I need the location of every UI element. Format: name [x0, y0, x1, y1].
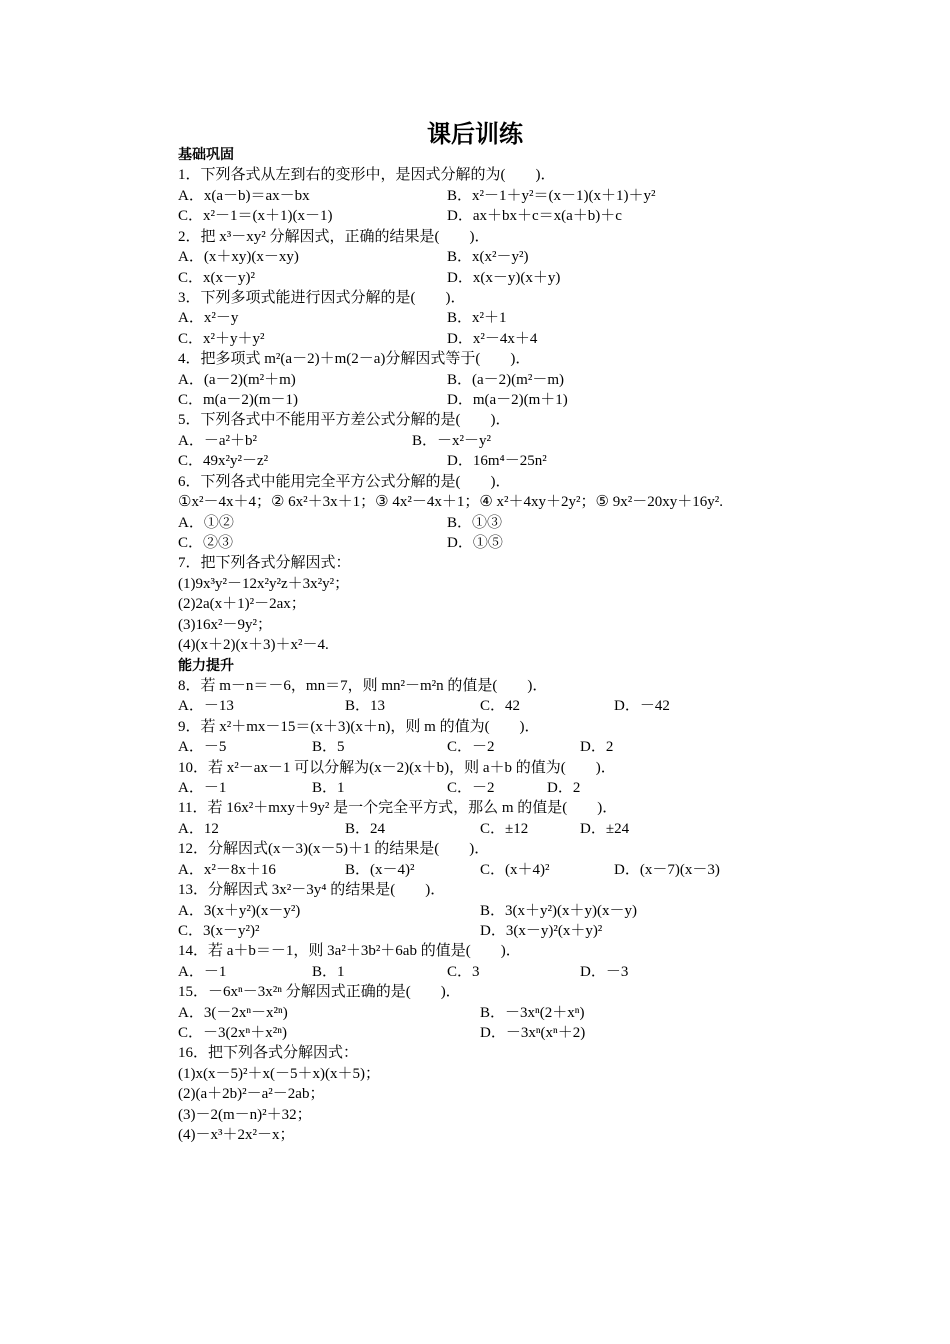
answer-option: A．(a－2)(m²＋m) — [178, 371, 296, 388]
answer-option: B．x(x²－y²) — [447, 249, 529, 266]
answer-option: C．－2 — [447, 780, 495, 797]
answer-option: B．24 — [345, 820, 386, 837]
question-text: (3)16x²－9y²； — [178, 616, 272, 633]
answer-option: D．①⑤ — [447, 534, 503, 551]
question-text: 15．－6xⁿ－3x²ⁿ 分解因式正确的是( )． — [178, 984, 461, 1001]
answer-option: D．3(x－y)²(x＋y)² — [480, 922, 603, 939]
question-text: 13．分解因式 3x²－3y⁴ 的结果是( )． — [178, 882, 446, 899]
answer-option: A．①② — [178, 514, 234, 531]
answer-option: C．3 — [447, 963, 480, 980]
question-text: (2)(a＋2b)²－a²－2ab； — [178, 1086, 325, 1103]
answer-option: A．－13 — [178, 698, 234, 715]
answer-option: D．－3 — [580, 963, 629, 980]
answer-option: A．－a²＋b² — [178, 432, 257, 449]
answer-option: C．±12 — [480, 820, 529, 837]
section-heading: 基础巩固 — [178, 147, 234, 163]
answer-option: B．－x²－y² — [412, 432, 491, 449]
question-text: (4)－x³＋2x²－x； — [178, 1127, 295, 1144]
question-text: 8．若 m－n＝－6，mn＝7，则 mn²－m²n 的值是( )． — [178, 677, 548, 694]
answer-option: C．49x²y²－z² — [178, 453, 269, 470]
answer-option: A．3(x＋y²)(x－y²) — [178, 902, 301, 919]
answer-option: D．16m⁴－25n² — [447, 453, 547, 470]
answer-option: B．x²－1＋y²＝(x－1)(x＋1)＋y² — [447, 187, 656, 204]
question-text: (2)2a(x＋1)²－2ax； — [178, 596, 306, 613]
answer-option: D．x²－4x＋4 — [447, 330, 538, 347]
page-title: 课后训练 — [427, 120, 523, 148]
answer-option: C．x²－1＝(x＋1)(x－1) — [178, 208, 333, 225]
answer-option: B．－3xⁿ(2＋xⁿ) — [480, 1004, 585, 1021]
question-text: (1)x(x－5)²＋x(－5＋x)(x＋5)； — [178, 1065, 380, 1082]
answer-option: D．2 — [580, 739, 614, 756]
answer-option: A．－1 — [178, 780, 227, 797]
answer-option: C．3(x－y²)² — [178, 922, 260, 939]
answer-option: D．2 — [547, 780, 581, 797]
question-text: 3．下列多项式能进行因式分解的是( )． — [178, 289, 466, 306]
answer-option: D．ax＋bx＋c＝x(a＋b)＋c — [447, 208, 622, 225]
answer-option: A．12 — [178, 820, 219, 837]
answer-option: B．1 — [312, 963, 345, 980]
answer-option: A．x²－y — [178, 310, 239, 327]
answer-option: B．5 — [312, 739, 345, 756]
answer-option: D．x(x－y)(x＋y) — [447, 269, 561, 286]
question-text: 16．把下列各式分解因式： — [178, 1045, 359, 1062]
question-text: 5．下列各式中不能用平方差公式分解的是( )． — [178, 412, 511, 429]
answer-option: D．－3xⁿ(xⁿ＋2) — [480, 1025, 586, 1042]
question-text: 1．下列各式从左到右的变形中，是因式分解的为( )． — [178, 167, 556, 184]
answer-option: D．m(a－2)(m＋1) — [447, 392, 568, 409]
answer-option: D．(x－7)(x－3) — [614, 861, 720, 878]
question-text: 14．若 a＋b＝－1，则 3a²＋3b²＋6ab 的值是( )． — [178, 943, 521, 960]
answer-option: A．(x＋xy)(x－xy) — [178, 249, 299, 266]
question-text: 7．把下列各式分解因式： — [178, 555, 351, 572]
answer-option: A．3(－2xⁿ－x²ⁿ) — [178, 1004, 288, 1021]
answer-option: C．42 — [480, 698, 521, 715]
answer-option: C．x²＋y＋y² — [178, 330, 265, 347]
answer-option: B．3(x＋y²)(x＋y)(x－y) — [480, 902, 637, 919]
answer-option: B．1 — [312, 780, 345, 797]
question-text: ①x²－4x＋4；② 6x²＋3x＋1；③ 4x²－4x＋1；④ x²＋4xy＋2y²；⑤ 9x²－20xy＋16y². — [178, 494, 723, 511]
answer-option: C．②③ — [178, 534, 234, 551]
question-text: (3)－2(m－n)²＋32； — [178, 1106, 312, 1123]
question-text: 9．若 x²＋mx－15＝(x＋3)(x＋n)，则 m 的值为( )． — [178, 718, 540, 735]
answer-option: A．x(a－b)＝ax－bx — [178, 187, 310, 204]
answer-option: C．x(x－y)² — [178, 269, 255, 286]
answer-option: D．－42 — [614, 698, 670, 715]
question-text: 6．下列各式中能用完全平方公式分解的是( )． — [178, 473, 511, 490]
question-text: 12．分解因式(x－3)(x－5)＋1 的结果是( )． — [178, 841, 490, 858]
answer-option: B．(a－2)(m²－m) — [447, 371, 564, 388]
question-text: (1)9x³y²－12x²y²z＋3x²y²； — [178, 575, 350, 592]
answer-option: B．13 — [345, 698, 386, 715]
answer-option: A．－5 — [178, 739, 227, 756]
question-text: 10．若 x²－ax－1 可以分解为(x－2)(x＋b)，则 a＋b 的值为( )． — [178, 759, 616, 776]
answer-option: D．±24 — [580, 820, 630, 837]
answer-option: C．－3(2xⁿ＋x²ⁿ) — [178, 1025, 287, 1042]
answer-option: B．①③ — [447, 514, 503, 531]
answer-option: B．(x－4)² — [345, 861, 415, 878]
section-heading: 能力提升 — [178, 657, 234, 674]
answer-option: B．x²＋1 — [447, 310, 507, 327]
question-text: (4)(x＋2)(x＋3)＋x²－4. — [178, 637, 329, 654]
question-text: 4．把多项式 m²(a－2)＋m(2－a)分解因式等于( )． — [178, 351, 531, 368]
answer-option: A．x²－8x＋16 — [178, 861, 276, 878]
answer-option: A．－1 — [178, 963, 227, 980]
answer-option: C．m(a－2)(m－1) — [178, 392, 298, 409]
question-text: 2．把 x³－xy² 分解因式，正确的结果是( )． — [178, 228, 490, 245]
answer-option: C．(x＋4)² — [480, 861, 550, 878]
question-text: 11．若 16x²＋mxy＋9y² 是一个完全平方式，那么 m 的值是( )． — [178, 800, 618, 817]
answer-option: C．－2 — [447, 739, 495, 756]
